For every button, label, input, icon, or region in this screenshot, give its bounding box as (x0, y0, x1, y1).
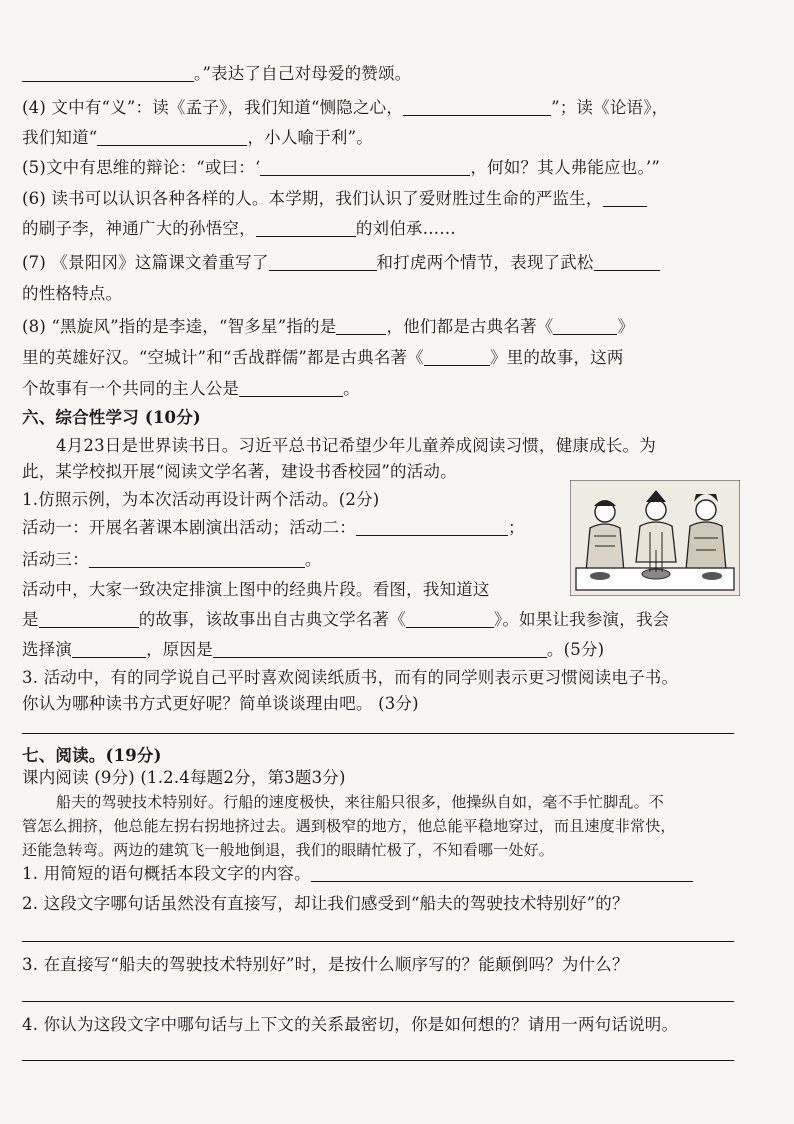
q5-item-4-line-1: (4) 文中有“义”：读《孟子》，我们知道“恻隐之心， ”；读《论语》， (22, 98, 669, 117)
section-6-intro-1: 4月23日是世界读书日。习近平总书记希望少年儿童养成阅读习惯，健康成长。为 (56, 436, 656, 455)
answer-blank[interactable] (22, 63, 194, 82)
section-7-subtitle: 课内阅读 (9分) (1.2.4每题2分，第3题3分) (22, 768, 346, 787)
passage-line-2: 管怎么拥挤，他总能左拐右拐地挤过去。遇到极窄的地方，他总能平稳地穿过，而且速度非常快， (22, 817, 676, 835)
answer-line[interactable] (22, 733, 734, 734)
answer-blank[interactable] (239, 378, 343, 397)
section-6-q1: 1.仿照示例，为本次活动再设计两个活动。(2分) (22, 490, 380, 509)
q5-item-6-line-1: (6) 读书可以认识各种各样的人。本学期，我们认识了爱财胜过生命的严监生， (22, 187, 647, 211)
q5-line-1: 。”表达了自己对母爱的赞颂。 (22, 62, 412, 86)
reading-q4: 4. 你认为这段文字中哪句话与上下文的关系最密切，你是如何想的？请用一两句话说明。 (22, 1015, 679, 1034)
section-6-q3-line-1: 3. 活动中，有的同学说自己平时喜欢阅读纸质书，而有的同学则表示更习惯阅读电子书。 (22, 668, 679, 687)
answer-blank[interactable] (97, 127, 247, 146)
q5-item-6-line-2: 的刷子李，神通广大的孙悟空， 的刘伯承…… (22, 219, 457, 238)
answer-line[interactable] (22, 1001, 734, 1002)
q5-item-5: (5)文中有思维的辩论：“或曰：‘ ，何如？其人弗能应也。’” (22, 158, 660, 177)
classic-scene-illustration (570, 480, 740, 596)
q5-item-4-line-2: 我们知道“ ，小人喻于利”。 (22, 128, 373, 147)
answer-blank[interactable] (39, 609, 139, 628)
answer-blank[interactable] (356, 517, 508, 536)
answer-blank[interactable] (213, 639, 547, 658)
answer-blank[interactable] (311, 863, 693, 882)
section-6-title: 六、综合性学习 (10分) (22, 408, 201, 427)
passage-line-1: 船夫的驾驶技术特别好。行船的速度极快，来往船只很多，他操纵自如，毫不手忙脚乱。不 (56, 793, 665, 811)
answer-line[interactable] (22, 941, 734, 942)
answer-blank[interactable] (336, 316, 386, 335)
q5-item-8-line-3: 个故事有一个共同的主人公是 。 (22, 379, 360, 398)
answer-blank[interactable] (269, 252, 377, 271)
q5-item-8-line-2: 里的英雄好汉。“空城计”和“舌战群儒”都是古典名著《 》里的故事，这两 (22, 348, 624, 367)
q5-item-7-line-1: (7) 《景阳冈》这篇课文着重写了 和打虎两个情节，表现了武松 (22, 251, 660, 275)
answer-blank[interactable] (256, 218, 356, 237)
q5-item-7-line-2: 的性格特点。 (22, 284, 123, 303)
section-6-q2-line-3: 选择演 ，原因是 。(5分) (22, 640, 605, 659)
section-6-activity-2: 活动一：开展名著课本剧演出活动；活动二： ； (22, 518, 525, 537)
q5-item-8-line-1: (8) “黑旋风”指的是李逵，“智多星”指的是 ，他们都是古典名著《 》 (22, 317, 635, 336)
dish (590, 572, 610, 580)
section-6-q2-line-2: 是 的故事，该故事出自古典文学名著《 》。如果让我参演，我会 (22, 610, 670, 629)
answer-blank[interactable] (72, 639, 146, 658)
answer-blank[interactable] (594, 252, 660, 271)
section-6-q3-line-2: 你认为哪种读书方式更好呢？简单谈谈理由吧。 (3分) (22, 694, 419, 713)
reading-q1: 1. 用简短的语句概括本段文字的内容。 (22, 862, 693, 886)
section-6-activity-3: 活动三： 。 (22, 550, 322, 569)
passage-line-3: 还能急转弯。两边的建筑飞一般地倒退，我们的眼睛忙极了，不知看哪一处好。 (22, 841, 555, 859)
answer-blank[interactable] (89, 549, 305, 568)
answer-blank[interactable] (403, 97, 551, 116)
answer-blank[interactable] (603, 188, 647, 207)
answer-blank[interactable] (406, 609, 494, 628)
reading-q2: 2. 这段文字哪句话虽然没有直接写，却让我们感受到“船夫的驾驶技术特别好”的？ (22, 894, 629, 913)
section-7-title: 七、阅读。(19分) (22, 746, 162, 765)
answer-blank[interactable] (424, 347, 490, 366)
section-6-intro-2: 此，某学校拟开展“阅读文学名著，建设书香校园”的活动。 (22, 462, 457, 481)
section-6-q2-line-1: 活动中，大家一致决定排演上图中的经典片段。看图，我知道这 (22, 580, 490, 599)
answer-blank[interactable] (553, 316, 617, 335)
dish (702, 572, 722, 580)
reading-q3: 3. 在直接写“船夫的驾驶技术特别好”时，是按什么顺序写的？能颠倒吗？为什么？ (22, 955, 629, 974)
answer-blank[interactable] (260, 157, 470, 176)
answer-line[interactable] (22, 1060, 734, 1061)
